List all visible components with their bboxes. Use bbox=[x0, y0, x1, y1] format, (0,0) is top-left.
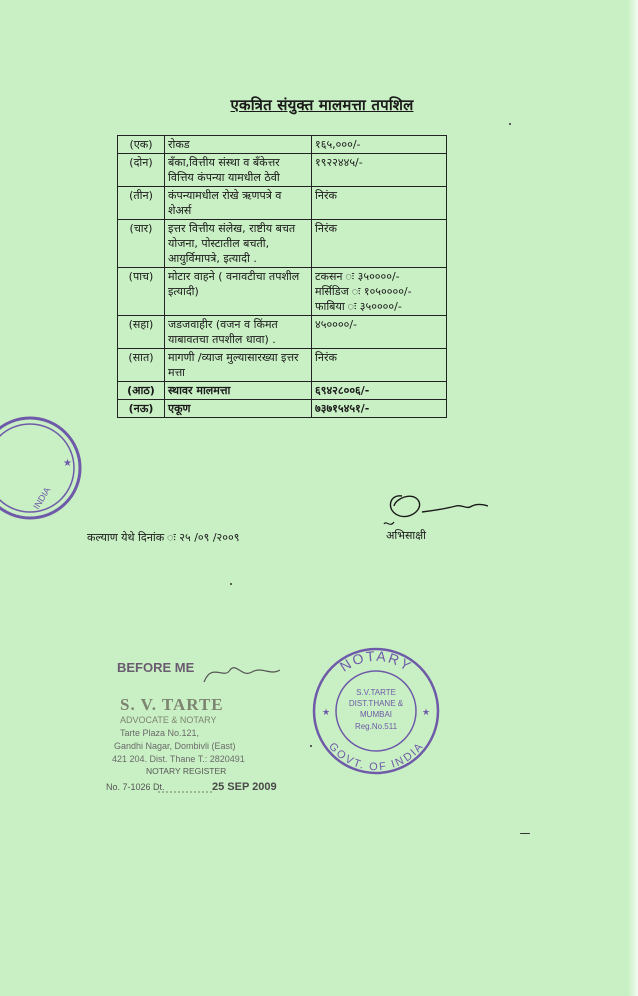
paper-speck bbox=[230, 583, 232, 585]
place-date-line: कल्याण येथे दिनांक ः २५ /०९ /२००९ bbox=[87, 531, 240, 544]
row-description: एकूण bbox=[165, 400, 312, 418]
seal-ring-bottom: GOVT. OF INDIA bbox=[326, 740, 426, 774]
notary-date: 25 SEP 2009 bbox=[212, 781, 277, 793]
paper-speck bbox=[310, 745, 312, 747]
signature-svg bbox=[378, 484, 498, 534]
table-row bbox=[118, 154, 447, 187]
assets-table-body bbox=[118, 136, 447, 418]
row-number: (सात) bbox=[118, 349, 165, 382]
row-description: इत्तर वित्तीय संलेख, राष्टीय बचत योजना, पोस्टातील बचती, आयुर्विमापत्रे, इत्यादी . bbox=[165, 220, 312, 268]
row-value: १६५,०००/- bbox=[312, 136, 447, 154]
table-row bbox=[118, 268, 447, 316]
table-row bbox=[118, 316, 447, 349]
seal-line-4: Reg.No.511 bbox=[354, 722, 398, 731]
notary-address-2: Gandhi Nagar, Dombivli (East) bbox=[114, 741, 236, 751]
seal-ring-top: NOTARY bbox=[336, 647, 416, 675]
deponent-label: अभिसाक्षी bbox=[386, 529, 427, 542]
row-number: (सहा) bbox=[118, 316, 165, 349]
table-row bbox=[118, 349, 447, 382]
row-number: (चार) bbox=[118, 220, 165, 268]
svg-text:GOVT. OF INDIA bbox=[326, 741, 426, 774]
table-row bbox=[118, 400, 447, 418]
left-seal-partial bbox=[30, 398, 90, 542]
seal-line-3: MUMBAI bbox=[360, 710, 392, 719]
paper-edge bbox=[628, 0, 638, 996]
row-description: स्थावर मालमत्ता bbox=[165, 382, 312, 400]
row-value: निरंक bbox=[312, 349, 447, 382]
notary-stamp-svg bbox=[106, 652, 312, 802]
row-number: (दोन) bbox=[118, 154, 165, 187]
notary-address-3: 421 204. Dist. Thane T.: 2820491 bbox=[112, 754, 245, 764]
row-value: ७३७१५४५१/- bbox=[312, 400, 447, 418]
left-seal-svg bbox=[30, 398, 90, 538]
row-number: (नऊ) bbox=[118, 400, 165, 418]
table-row bbox=[118, 220, 447, 268]
row-description: कंपन्यामधील रोखे ऋणपत्रे व शेअर्स bbox=[165, 187, 312, 220]
row-number: (एक) bbox=[118, 136, 165, 154]
left-seal-ring-text: INDIA bbox=[31, 485, 53, 512]
table-row bbox=[118, 187, 447, 220]
notary-rubber-stamp bbox=[106, 652, 312, 806]
row-description: रोकड bbox=[165, 136, 312, 154]
table-row bbox=[118, 136, 447, 154]
before-me-text: BEFORE ME bbox=[117, 660, 195, 675]
seal-line-2: DIST.THANE & bbox=[348, 699, 404, 708]
assets-table bbox=[117, 135, 447, 418]
notary-name: S. V. TARTE bbox=[120, 695, 224, 714]
row-number: (पाच) bbox=[118, 268, 165, 316]
document-title: एकत्रित संयुक्त मालमत्ता तपशिल bbox=[230, 96, 414, 114]
table-row bbox=[118, 382, 447, 400]
row-description: मोटार वाहने ( वनावटीचा तपशील इत्यादी) bbox=[165, 268, 312, 316]
notary-entry-number: No. 7-1026 Dt. bbox=[106, 782, 165, 792]
paper-speck bbox=[520, 833, 530, 834]
notary-round-seal bbox=[310, 645, 442, 781]
row-value: १९२२४४५/- bbox=[312, 154, 447, 187]
seal-star-right-icon: ★ bbox=[422, 708, 431, 718]
seal-star-left-icon: ★ bbox=[322, 708, 331, 718]
row-value: निरंक bbox=[312, 187, 447, 220]
paper-speck bbox=[509, 123, 511, 125]
notary-designation: ADVOCATE & NOTARY bbox=[120, 715, 217, 725]
row-description: जडजवाहीर (वजन व किंमत याबावतचा तपशील धावा) . bbox=[165, 316, 312, 349]
row-number: (तीन) bbox=[118, 187, 165, 220]
notary-signature-mark bbox=[204, 668, 280, 682]
row-value: ४५००००/- bbox=[312, 316, 447, 349]
notary-seal-svg bbox=[310, 645, 442, 777]
row-value: निरंक bbox=[312, 220, 447, 268]
notary-register-label: NOTARY REGISTER bbox=[146, 766, 227, 776]
row-description: बँका,वित्तीय संस्था व बँकेत्तर वित्तिय कंपन्या यामधील ठेवी bbox=[165, 154, 312, 187]
seal-line-1: S.V.TARTE bbox=[356, 688, 396, 697]
row-description: मागणी /व्याज मुल्यासारख्या इत्तर मत्ता bbox=[165, 349, 312, 382]
row-value: टकसन ः ३५००००/- मर्सिडिज ः १०५००००/- फाबिया ः ३५००००/- bbox=[312, 268, 447, 316]
row-number: (आठ) bbox=[118, 382, 165, 400]
row-value: ६९४२८००६/- bbox=[312, 382, 447, 400]
notary-address-1: Tarte Plaza No.121, bbox=[120, 728, 200, 738]
left-seal-star-icon: ★ bbox=[63, 458, 72, 469]
